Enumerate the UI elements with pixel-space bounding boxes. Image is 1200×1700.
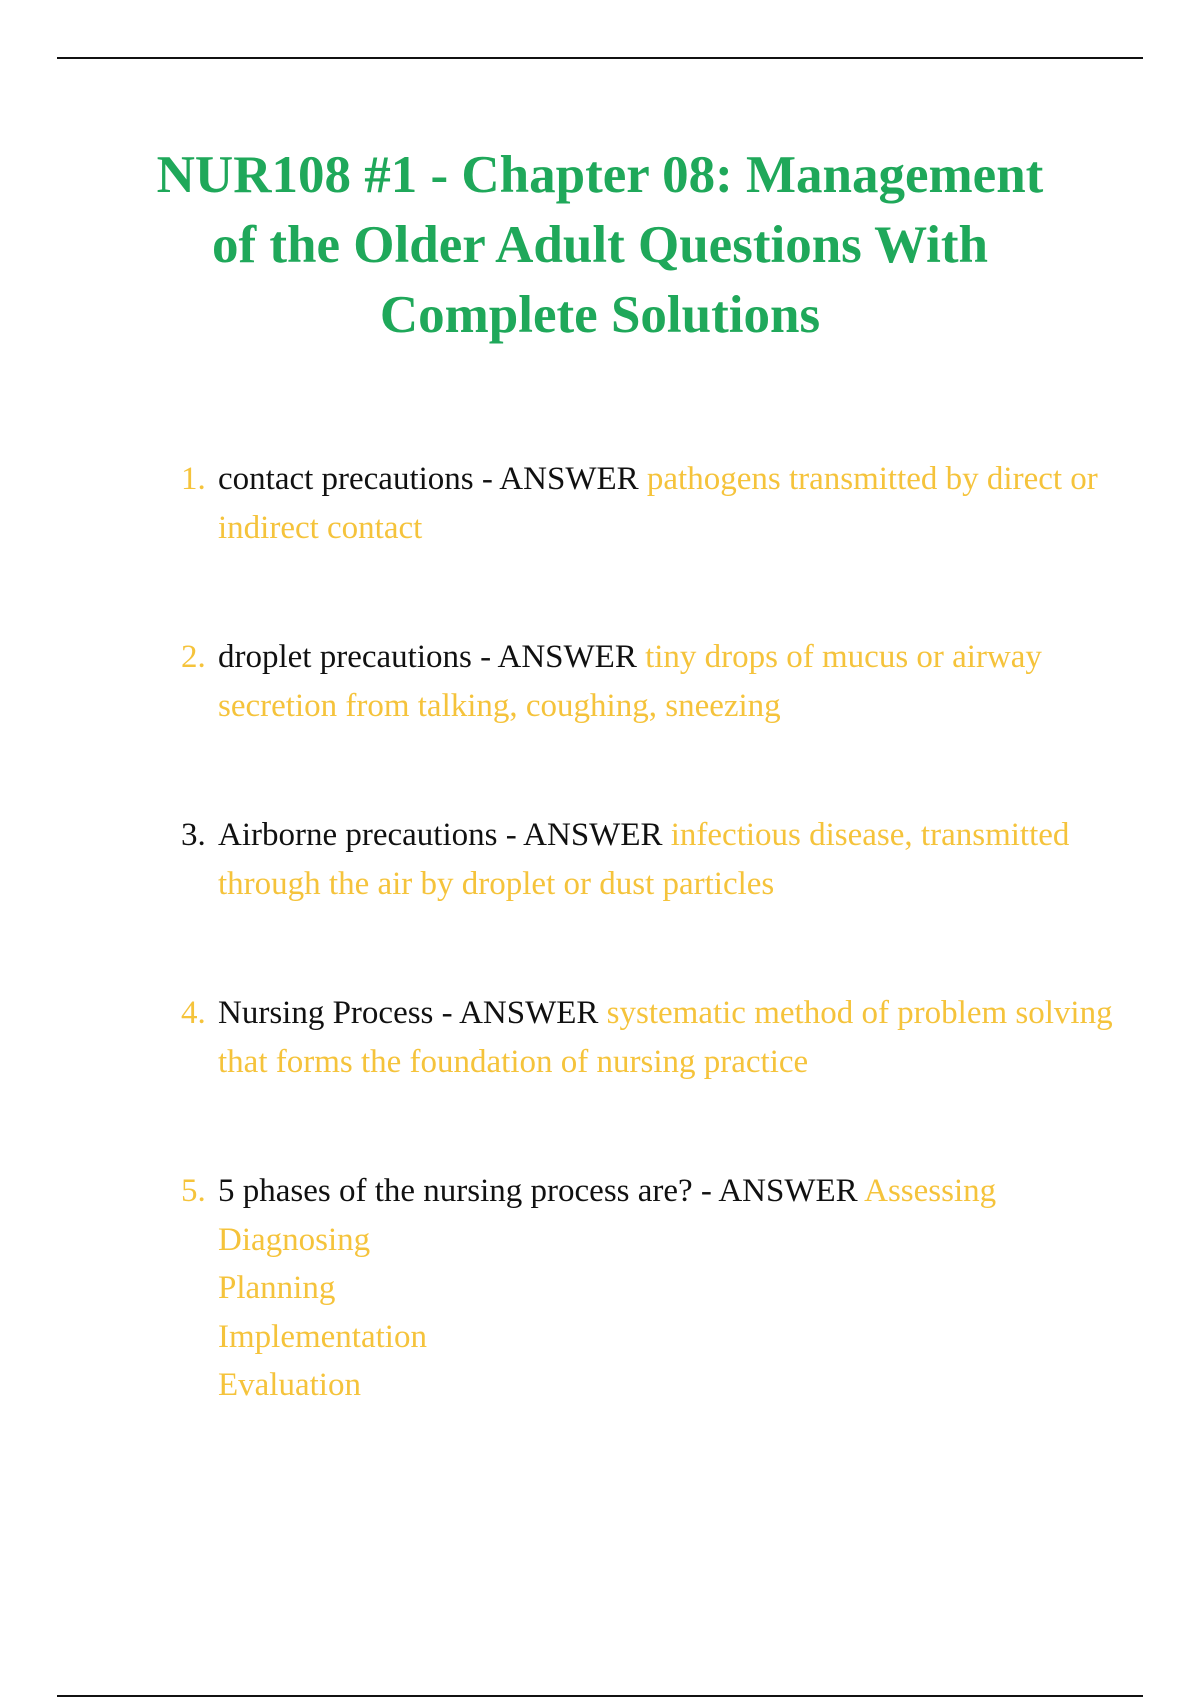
item-answer-line-3: Planning bbox=[218, 1270, 336, 1306]
item-answer-line-5: Evaluation bbox=[218, 1367, 361, 1403]
qa-item-4 bbox=[0, 989, 1200, 1086]
top-rule bbox=[57, 57, 1143, 59]
qa-item-2 bbox=[0, 633, 1200, 730]
item-term: Nursing Process - ANSWER bbox=[218, 995, 599, 1031]
item-term: contact precautions - ANSWER bbox=[218, 461, 639, 497]
item-answer-line-1: Assessing bbox=[864, 1173, 997, 1209]
item-answer-line-2: Diagnosing bbox=[218, 1221, 371, 1258]
qa-item-5 bbox=[0, 1167, 1200, 1410]
item-number: 3. bbox=[181, 817, 206, 853]
document-title: NUR108 #1 - Chapter 08: Management of the Older Adult Questions With Complete Solutions bbox=[156, 146, 1044, 344]
bottom-rule bbox=[57, 1695, 1143, 1697]
qa-item-1 bbox=[0, 455, 1200, 552]
item-answer: tiny drops of mucus or airway secretion from talking, coughing, sneezing bbox=[218, 639, 1042, 724]
item-number: 4. bbox=[181, 995, 206, 1031]
item-answer: systematic method of problem solving that forms the foundation of nursing practice bbox=[218, 995, 1113, 1080]
qa-list bbox=[0, 455, 1200, 1491]
item-number: 1. bbox=[181, 461, 206, 497]
item-term: Airborne precautions - ANSWER bbox=[218, 817, 663, 853]
item-number: 2. bbox=[181, 639, 206, 675]
item-answer: pathogens transmitted by direct or indirect contact bbox=[218, 461, 1098, 546]
qa-item-3 bbox=[0, 811, 1200, 908]
item-answer-line-4: Implementation bbox=[218, 1318, 427, 1355]
item-term: 5 phases of the nursing process are? - ANSWER bbox=[218, 1173, 858, 1209]
item-term: droplet precautions - ANSWER bbox=[218, 639, 637, 675]
item-number: 5. bbox=[181, 1173, 206, 1209]
item-answer: infectious disease, transmitted through the air by droplet or dust particles bbox=[218, 817, 1070, 902]
